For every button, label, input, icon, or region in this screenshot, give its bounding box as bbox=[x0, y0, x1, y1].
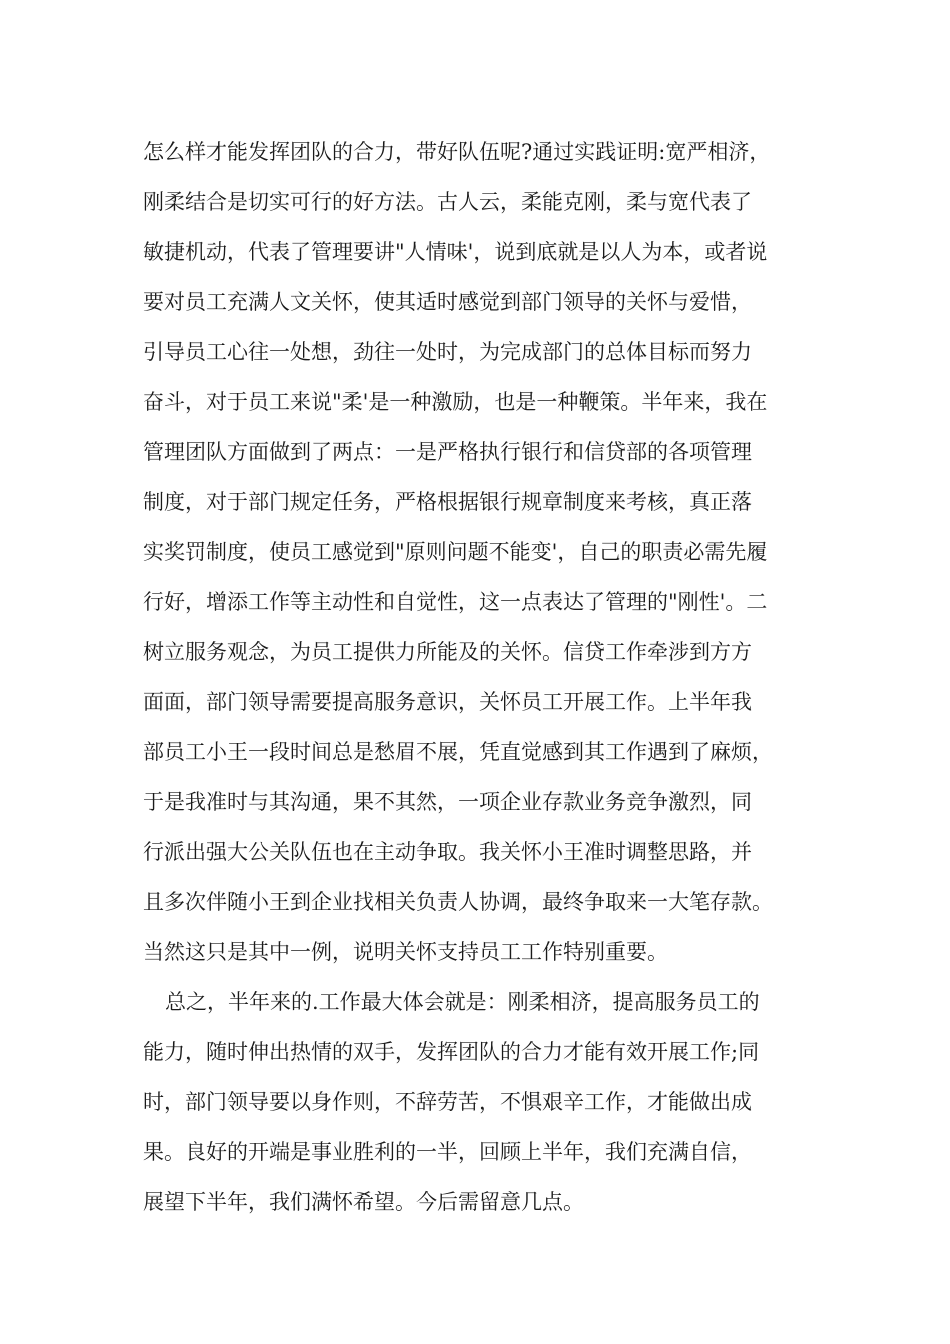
text-line-10: 行好，增添工作等主动性和自觉性，这一点表达了管理的"刚性'。二 bbox=[143, 590, 768, 614]
text-line-21: 果。良好的开端是事业胜利的一半，回顾上半年，我们充满自信， bbox=[143, 1140, 752, 1164]
text-line-1: 怎么样才能发挥团队的合力，带好队伍呢?通过实践证明:宽严相济， bbox=[143, 140, 771, 164]
text-line-4: 要对员工充满人文关怀，使其适时感觉到部门领导的关怀与爱惜， bbox=[143, 290, 752, 314]
text-line-19: 能力，随时伸出热情的双手，发挥团队的合力才能有效开展工作;同 bbox=[143, 1040, 760, 1064]
text-line-5: 引导员工心往一处想，劲往一处时，为完成部门的总体目标而努力 bbox=[143, 340, 752, 364]
text-line-16: 且多次伴随小王到企业找相关负责人协调，最终争取来一大笔存款。 bbox=[143, 890, 773, 914]
text-line-15: 行派出强大公关队伍也在主动争取。我关怀小王准时调整思路，并 bbox=[143, 840, 752, 864]
text-line-12: 面面，部门领导需要提高服务意识，关怀员工开展工作。上半年我 bbox=[143, 690, 752, 714]
text-line-18: 总之，半年来的.工作最大体会就是：刚柔相济，提高服务员工的 bbox=[165, 990, 760, 1014]
text-line-7: 管理团队方面做到了两点：一是严格执行银行和信贷部的各项管理 bbox=[143, 440, 752, 464]
text-line-14: 于是我准时与其沟通，果不其然，一项企业存款业务竞争激烈，同 bbox=[143, 790, 752, 814]
text-line-3: 敏捷机动，代表了管理要讲"人情味'，说到底就是以人为本，或者说 bbox=[143, 240, 768, 264]
text-line-9: 实奖罚制度，使员工感觉到"原则问题不能变'，自己的职责必需先履 bbox=[143, 540, 768, 564]
body-text bbox=[143, 127, 843, 1227]
text-line-22: 展望下半年，我们满怀希望。今后需留意几点。 bbox=[143, 1190, 584, 1214]
text-line-8: 制度，对于部门规定任务，严格根据银行规章制度来考核，真正落 bbox=[143, 490, 752, 514]
text-line-17: 当然这只是其中一例，说明关怀支持员工工作特别重要。 bbox=[143, 940, 668, 964]
text-line-2: 刚柔结合是切实可行的好方法。古人云，柔能克刚，柔与宽代表了 bbox=[143, 190, 752, 214]
text-line-20: 时，部门领导要以身作则，不辞劳苦，不惧艰辛工作，才能做出成 bbox=[143, 1090, 752, 1114]
text-line-6: 奋斗，对于员工来说"柔'是一种激励，也是一种鞭策。半年来，我在 bbox=[143, 390, 768, 414]
text-line-13: 部员工小王一段时间总是愁眉不展，凭直觉感到其工作遇到了麻烦， bbox=[143, 740, 773, 764]
text-line-11: 树立服务观念，为员工提供力所能及的关怀。信贷工作牵涉到方方 bbox=[143, 640, 752, 664]
